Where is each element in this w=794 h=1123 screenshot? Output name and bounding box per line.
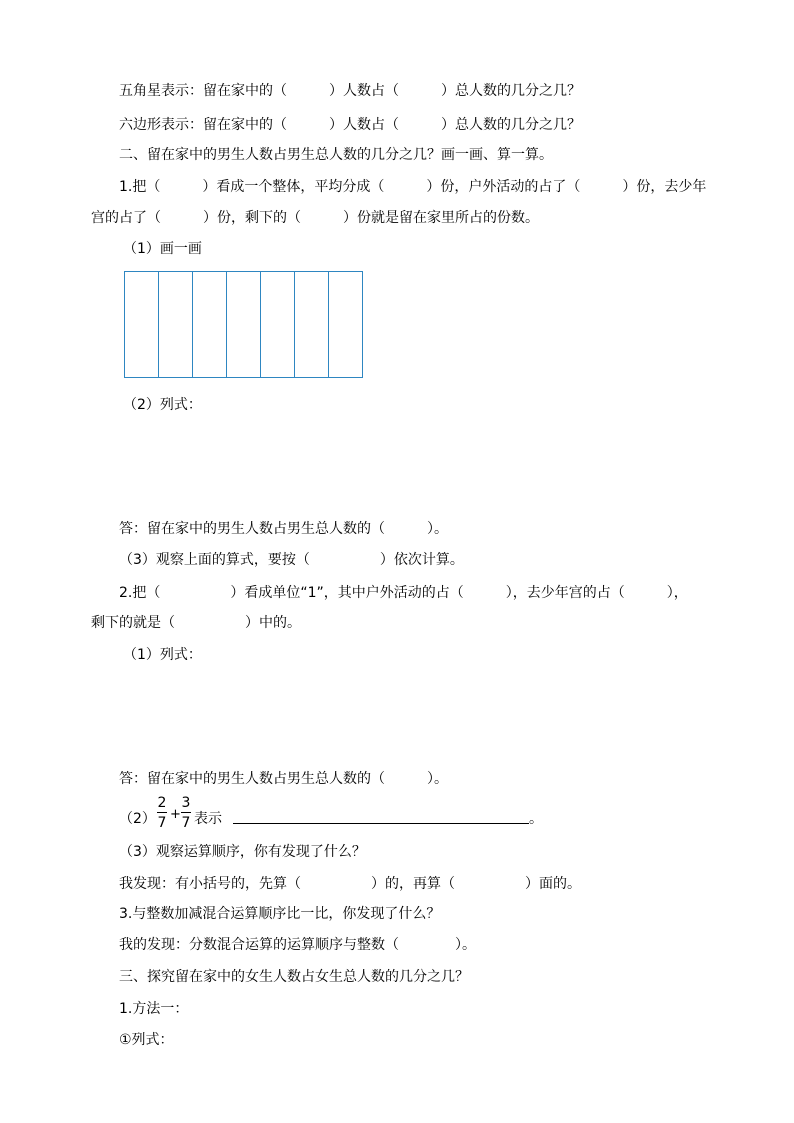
denominator: 7 (181, 815, 191, 831)
hexagon-question: 六边形表示：留在家中的（ ）人数占（ ）总人数的几分之几？ (119, 117, 581, 133)
diagram-part (159, 272, 193, 377)
question-2-line-1: 2.把（ ）看成单位“1”，其中户外活动的占（ ），去少年宫的占（ ）， (119, 585, 688, 601)
fraction-bar (157, 812, 167, 813)
section-3-title: 三、探究留在家中的女生人数占女生总人数的几分之几？ (119, 969, 469, 985)
numerator: 2 (157, 795, 167, 811)
diagram-part (329, 272, 362, 377)
numerator: 3 (181, 795, 191, 811)
question-1-line-1: 1.把（ ）看成一个整体，平均分成（ ）份，户外活动的占了（ ）份，去少年 (119, 179, 707, 195)
question-1-observe: （3）观察上面的算式，要按（ ）依次计算。 (119, 552, 464, 568)
question-2-answer: 答：留在家中的男生人数占男生总人数的（ ）。 (119, 771, 448, 787)
represent-label: 表示 (194, 811, 222, 827)
question-3-discovery: 我的发现：分数混合运算的运算顺序与整数（ ）。 (119, 937, 476, 953)
question-2-discovery: 我发现：有小括号的，先算（ ）的，再算（ ）面的。 (119, 876, 581, 892)
question-3: 3.与整数加减混合运算顺序比一比，你发现了什么？ (119, 906, 441, 922)
question-1-line-2: 宫的占了（ ）份，剩下的（ ）份就是留在家里所占的份数。 (91, 210, 539, 226)
answer-blank-line (233, 823, 529, 824)
question-2-line-2: 剩下的就是（ ）中的。 (91, 615, 301, 631)
star-question: 五角星表示：留在家中的（ ）人数占（ ）总人数的几分之几？ (119, 83, 581, 99)
denominator: 7 (157, 815, 167, 831)
section-2-title: 二、留在家中的男生人数占男生总人数的几分之几？画一画、算一算。 (119, 147, 553, 163)
question-1-formula-label: （2）列式： (123, 397, 202, 413)
question-2-formula-label: （1）列式： (123, 647, 202, 663)
diagram-part (261, 272, 295, 377)
diagram-part (295, 272, 329, 377)
question-1-answer: 答：留在家中的男生人数占男生总人数的（ ）。 (119, 521, 448, 537)
item-label: （2） (119, 811, 156, 827)
diagram-part (125, 272, 159, 377)
plus-sign: + (170, 807, 181, 822)
method-1-formula-label: ①列式： (119, 1032, 174, 1048)
question-2-observe: （3）观察运算顺序，你有发现了什么？ (119, 844, 366, 860)
fraction-bar (181, 812, 191, 813)
method-1-label: 1.方法一： (119, 1001, 189, 1017)
diagram-part (193, 272, 227, 377)
diagram-part (227, 272, 261, 377)
seven-part-rectangle-diagram (124, 271, 363, 378)
draw-instruction: （1）画一画 (123, 241, 202, 257)
end-period: 。 (529, 811, 543, 827)
